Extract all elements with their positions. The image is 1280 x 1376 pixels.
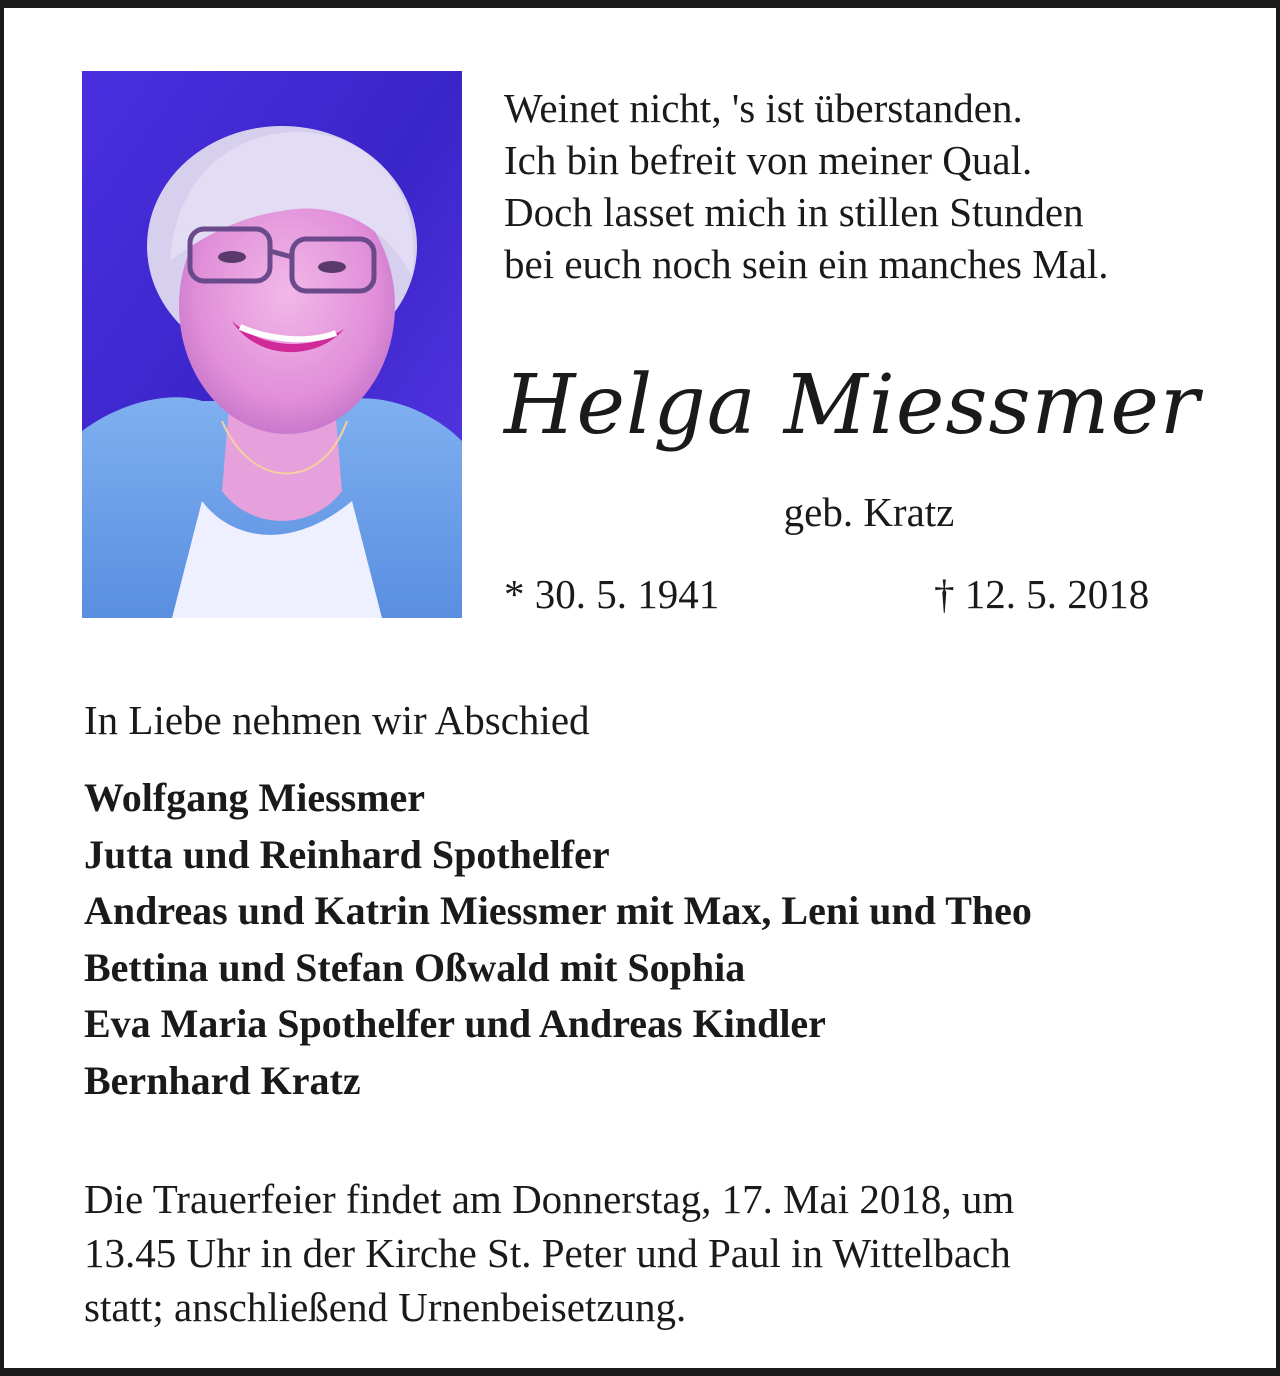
farewell-text: In Liebe nehmen wir Abschied <box>84 697 590 743</box>
mourner-line: Wolfgang Miessmer <box>84 775 426 820</box>
poem-line: Ich bin befreit von meiner Qual. <box>504 137 1033 183</box>
mourner-line: Bettina und Stefan Oßwald mit Sophia <box>84 944 746 990</box>
birth-date: * 30. 5. 1941 <box>504 571 720 617</box>
service-line: 13.45 Uhr in der Kirche St. Peter und Paul in Wittelbach <box>84 1230 1011 1276</box>
mourner-line: Andreas und Katrin Miessmer mit Max, Leni und Theo <box>84 888 1032 933</box>
mourners-list <box>84 770 1254 1109</box>
service-info <box>84 1172 1244 1334</box>
mourner-line: Jutta und Reinhard Spothelfer <box>84 831 610 877</box>
portrait-photo <box>82 71 462 618</box>
deceased-name: Helga Miessmer <box>504 358 1201 453</box>
poem <box>504 82 1244 290</box>
poem-line: Weinet nicht, 's ist überstanden. <box>504 85 1023 131</box>
death-date: † 12. 5. 2018 <box>934 571 1150 617</box>
poem-line: bei euch noch sein ein manches Mal. <box>504 241 1109 287</box>
service-line: Die Trauerfeier findet am Donnerstag, 17. Mai 2018, um <box>84 1176 1015 1222</box>
mourner-line: Bernhard Kratz <box>84 1057 361 1103</box>
portrait-illustration <box>82 71 462 618</box>
service-line: statt; anschließend Urnenbeisetzung. <box>84 1284 687 1330</box>
mourner-line: Eva Maria Spothelfer und Andreas Kindler <box>84 1001 826 1046</box>
poem-line: Doch lasset mich in stillen Stunden <box>504 189 1084 235</box>
maiden-name: geb. Kratz <box>783 489 955 535</box>
